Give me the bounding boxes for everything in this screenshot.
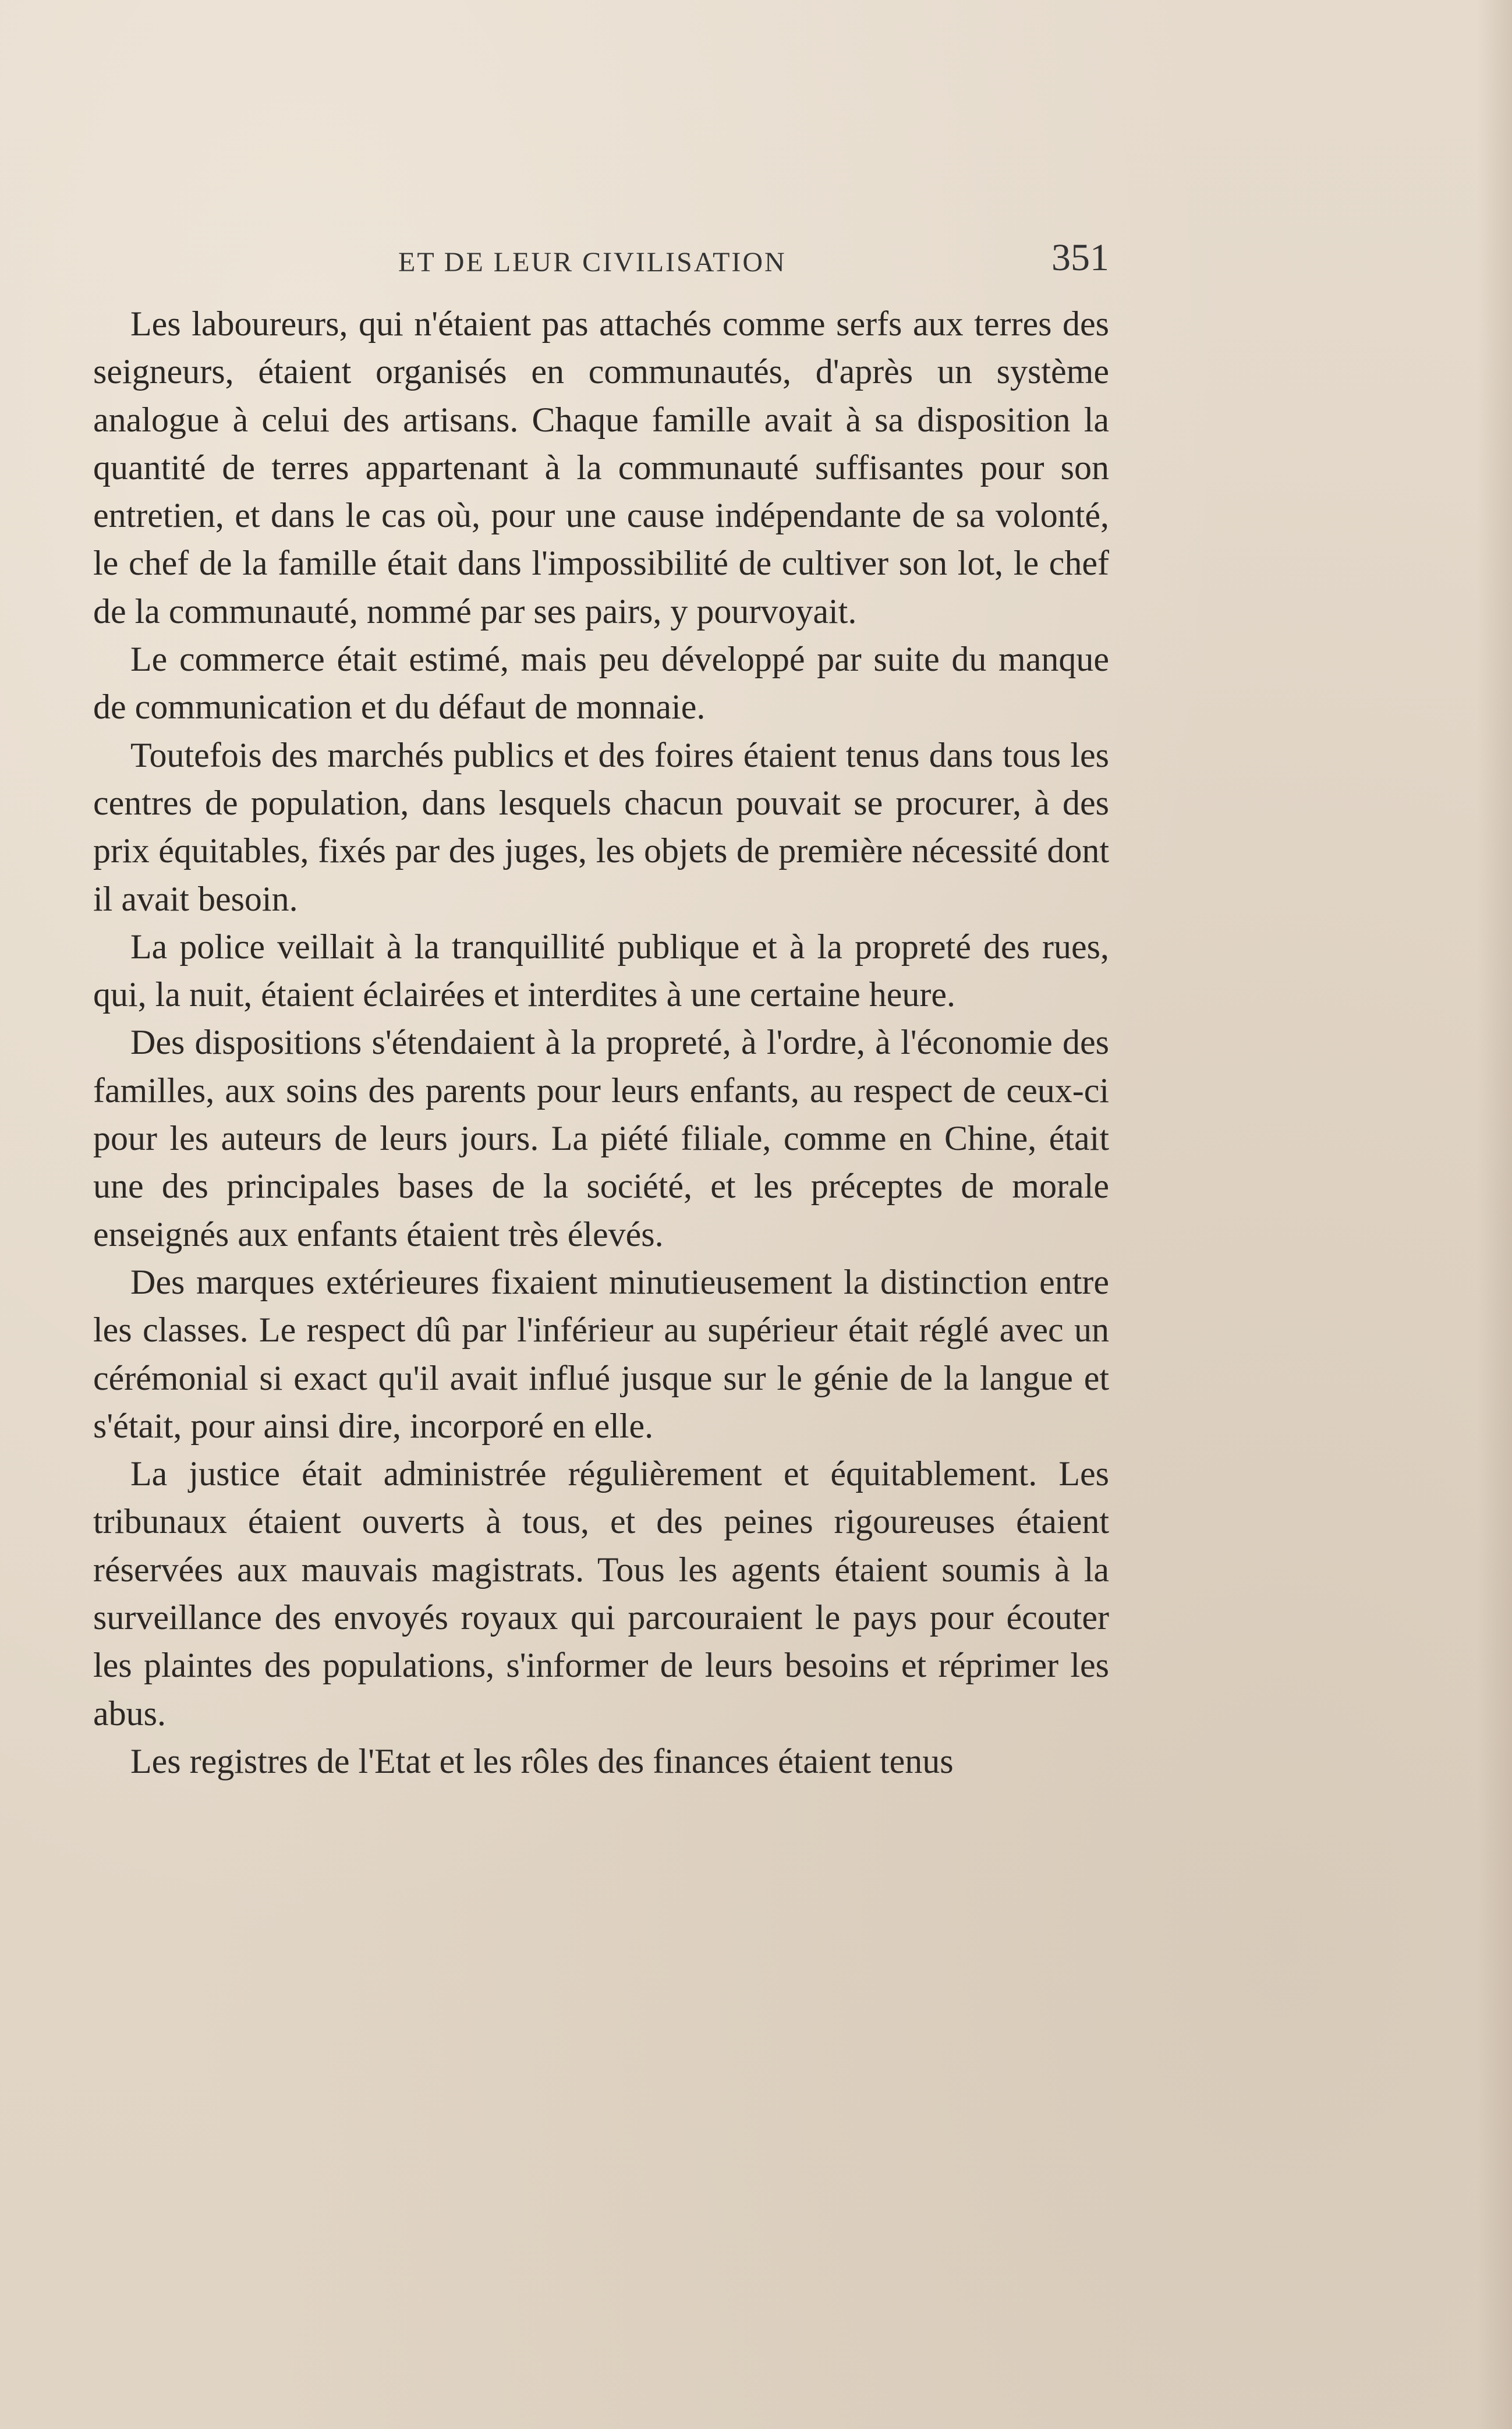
- running-title: ET DE LEUR CIVILISATION: [398, 247, 787, 278]
- paragraph-laboureurs: Les laboureurs, qui n'étaient pas attachés comme serfs aux terres des seigneurs, étaient organisés en communautés, d'après un système analogue à celui des artisans. Chaque famille avait à sa disposition la quantité de terres appartenant à la communauté suffisantes pour son entretien, et dans le cas où, pour une cause indépendante de sa volonté, le chef de la famille était dans l'impossibilité de cultiver son lot, le chef de la communauté, nommé par ses pairs, y pourvoyait.: [93, 304, 1109, 631]
- paragraph-commerce: Le commerce était estimé, mais peu développé par suite du manque de communication et du défaut de monnaie.: [93, 640, 1109, 727]
- paragraph-registres: Les registres de l'Etat et les rôles des finances étaient tenus: [130, 1741, 954, 1780]
- page-edge-shadow: [1477, 0, 1512, 2429]
- paragraph-marques: Des marques extérieures fixaient minutieusement la distinction entre les classes. Le respect dû par l'inférieur au supérieur était réglé avec un cérémonial si exact qu'il avait influé jusque sur le génie de la langue et s'était, pour ainsi dire, incorporé en elle.: [93, 1262, 1109, 1445]
- paragraph-justice: La justice était administrée régulièrement et équitablement. Les tribunaux étaient ouverts à tous, et des peines rigoureuses étaient réservées aux mauvais magistrats. Tous les agents étaient soumis à la surveillance des envoyés royaux qui parcouraient le pays pour écouter les plaintes des populations, s'informer de leurs besoins et réprimer les abus.: [93, 1454, 1109, 1733]
- paragraph-dispositions: Des dispositions s'étendaient à la propreté, à l'ordre, à l'économie des familles, aux soins des parents pour leurs enfants, au respect de ceux-ci pour les auteurs de leurs jours. La piété filiale, comme en Chine, était une des principales bases de la société, et les préceptes de morale enseignés aux enfants étaient très élevés.: [93, 1023, 1109, 1254]
- running-head: [93, 236, 1109, 288]
- page-number: 351: [1051, 236, 1109, 279]
- paragraph-police: La police veillait à la tranquillité publique et à la propreté des rues, qui, la nuit, étaient éclairées et interdites à une certaine heure.: [93, 927, 1109, 1014]
- paragraph-marches: Toutefois des marchés publics et des foires étaient tenus dans tous les centres de population, dans lesquels chacun pouvait se procurer, à des prix équitables, fixés par des juges, les objets de première nécessité dont il avait besoin.: [93, 735, 1109, 918]
- body-text: [93, 300, 1109, 1785]
